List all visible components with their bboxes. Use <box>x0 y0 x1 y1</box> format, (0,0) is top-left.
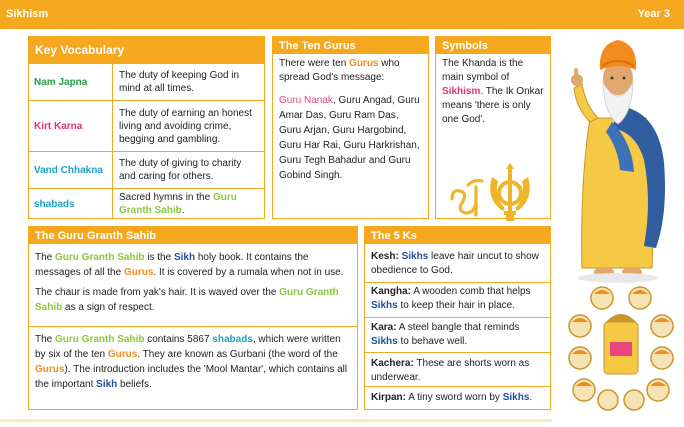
page-title: Sikhism <box>6 8 49 20</box>
k-item-kesh: Kesh: Sikhs leave hair uncut to show obedience to God. <box>371 251 539 276</box>
five-ks-panel <box>364 226 551 410</box>
ten-gurus-intro: There were ten Gurus who spread God's message: <box>279 58 400 83</box>
ten-gurus-panel <box>272 36 429 219</box>
k-item-kachera: Kachera: These are shorts worn as underwear. <box>371 358 530 383</box>
guru-granth-sahib-panel <box>28 226 358 410</box>
ten-gurus-list: Guru Nanak, Guru Angad, Guru Amar Das, Guru Ram Das, Guru Arjan, Guru Hargobind, Guru Har Rai, Guru Harkrishan, Guru Tegh Bahadur and Guru Gobind Singh. <box>279 95 420 181</box>
vocab-definition: The duty of keeping God in mind at all times. <box>119 70 240 94</box>
symbols-title: Symbols <box>442 39 488 52</box>
ik-onkar-icon <box>452 181 482 216</box>
khanda-icon <box>448 163 538 223</box>
k-divider <box>365 282 550 283</box>
guru-illustration <box>560 32 676 284</box>
vocab-term: Nam Japna <box>29 64 113 100</box>
k-divider <box>365 317 550 318</box>
keyword-sikhism: Sikhism <box>442 86 481 97</box>
key-vocabulary-header <box>29 37 264 63</box>
ggs-divider <box>29 326 357 327</box>
key-vocabulary-panel <box>28 36 265 219</box>
ggs-paragraph-3: The Guru Granth Sahib contains 5867 shabads, which were written by six of the ten Gurus. They are known as Gurbani (the word of the Gurus). The introduction includes the 'Mool Mantar', which contains all the important Sikh beliefs. <box>35 334 348 390</box>
ten-gurus-portraits <box>568 286 674 412</box>
symbols-text: The Khanda is the main symbol of Sikhism. The Ik Onkar means 'there is only one God'. <box>442 58 544 125</box>
five-ks-title: The 5 Ks <box>371 229 417 242</box>
header-bar <box>0 0 684 29</box>
vocab-definition: The duty of earning an honest living and avoiding crime, begging and gambling. <box>119 107 252 145</box>
k-item-kara: Kara: A steel bangle that reminds Sikhs to behave well. <box>371 322 520 347</box>
key-vocabulary-title: Key Vocabulary <box>35 43 125 57</box>
vocab-term: shabads <box>29 189 113 219</box>
vocab-row <box>29 151 264 188</box>
keyword-gurus: Gurus <box>349 58 379 69</box>
vocab-definition <box>113 189 264 219</box>
k-item-kangha: Kangha: A wooden comb that helps Sikhs to keep their hair in place. <box>371 286 531 311</box>
symbols-header <box>436 37 550 54</box>
vocab-term: Vand Chhakna <box>29 152 113 188</box>
vocab-definition-end: . <box>181 205 185 216</box>
keyword-guru-nanak: Guru Nanak <box>279 95 333 106</box>
vocab-definition-text: Sacred hymns in the <box>119 192 213 203</box>
footer-strip <box>0 419 552 422</box>
k-divider <box>365 386 550 387</box>
vocab-term: Kirt Karna <box>29 101 113 151</box>
ten-gurus-header <box>273 37 428 54</box>
ten-gurus-title: The Ten Gurus <box>279 39 356 52</box>
keyword-guru-granth-sahib: Guru Granth Sahib <box>119 192 237 216</box>
vocab-definition: The duty of giving to charity and caring for others. <box>119 158 242 182</box>
guru-granth-sahib-header <box>29 227 357 244</box>
vocab-row <box>29 188 264 219</box>
vocab-row <box>29 63 264 100</box>
symbols-panel <box>435 36 551 219</box>
vocab-row <box>29 100 264 151</box>
k-divider <box>365 352 550 353</box>
ggs-paragraph-2: The chaur is made from yak's hair. It is waved over the Guru Granth Sahib as a sign of respect. <box>35 287 339 313</box>
ggs-paragraph-1: The Guru Granth Sahib is the Sikh holy book. It contains the messages of all the Gurus. It is covered by a rumala when not in use. <box>35 252 344 278</box>
year-label: Year 3 <box>637 8 670 20</box>
five-ks-header <box>365 227 550 244</box>
guru-granth-sahib-title: The Guru Granth Sahib <box>35 229 157 242</box>
k-item-kirpan: Kirpan: A tiny sword worn by Sikhs. <box>371 392 533 403</box>
